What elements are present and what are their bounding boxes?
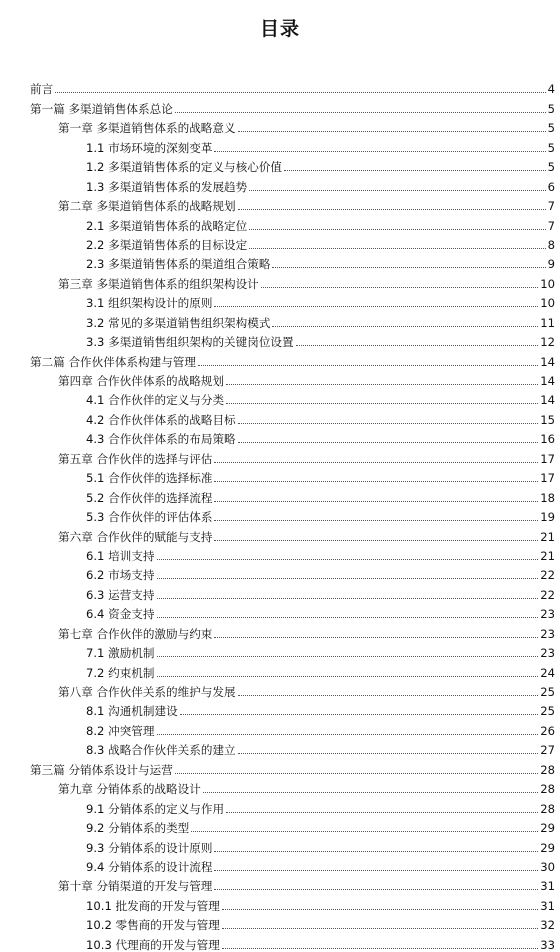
- toc-page-number: 25: [540, 685, 555, 699]
- toc-page-number: 17: [540, 471, 555, 486]
- toc-section-entry[interactable]: [30, 407, 555, 426]
- toc-page-number: 28: [540, 762, 555, 777]
- dot-leader: [214, 150, 545, 152]
- toc-section-entry[interactable]: [30, 893, 555, 912]
- toc-page-number: 5: [547, 121, 555, 136]
- dot-leader: [157, 675, 539, 677]
- toc-page-number: 21: [540, 548, 555, 563]
- toc-entry-label: 4.3 合作伙伴体系的布局策略: [86, 432, 236, 447]
- toc-entry-label: 第五章 合作伙伴的选择与评估: [58, 451, 213, 466]
- dot-leader: [238, 208, 546, 210]
- toc-section-entry[interactable]: [30, 233, 555, 252]
- toc-entry-label: 第十章 分销渠道的开发与管理: [58, 879, 213, 894]
- toc-section-entry[interactable]: [30, 291, 555, 310]
- dot-leader: [249, 228, 545, 230]
- toc-entry-label: 6.3 运营支持: [86, 587, 155, 602]
- dot-leader: [214, 500, 538, 502]
- toc-part-entry[interactable]: [30, 77, 555, 96]
- toc-entry-label: 8.2 冲突管理: [86, 723, 155, 738]
- dot-leader: [214, 850, 538, 852]
- toc-entry-label: 1.1 市场环境的深刻变革: [86, 140, 213, 155]
- dot-leader: [222, 927, 538, 929]
- dot-leader: [214, 636, 538, 638]
- toc-chapter-entry[interactable]: [30, 524, 555, 543]
- toc-entry-label: 第二章 多渠道销售体系的战略规划: [58, 199, 236, 214]
- toc-page-number: 12: [540, 335, 555, 350]
- toc-entry-label: 7.2 约束机制: [86, 665, 155, 680]
- toc-chapter-entry[interactable]: [30, 369, 555, 388]
- toc-entry-label: 第七章 合作伙伴的激励与约束: [58, 626, 213, 641]
- dot-leader: [157, 616, 539, 618]
- toc-entry-label: 10.3 代理商的开发与管理: [86, 937, 220, 952]
- toc-entry-label: 前言: [30, 82, 54, 97]
- toc-section-entry[interactable]: [30, 602, 555, 621]
- toc-page-number: 25: [540, 704, 555, 719]
- toc-section-entry[interactable]: [30, 913, 555, 932]
- dot-leader: [203, 791, 538, 793]
- dot-leader: [214, 461, 538, 463]
- toc-page-number: 29: [540, 840, 555, 855]
- dot-leader: [261, 286, 538, 288]
- dot-leader: [272, 266, 545, 268]
- toc-entry-label: 第八章 合作伙伴关系的维护与发展: [58, 685, 236, 699]
- toc-entry-label: 8.1 沟通机制建设: [86, 704, 178, 719]
- dot-leader: [214, 888, 538, 890]
- toc-section-entry[interactable]: [30, 738, 555, 757]
- toc-entry-label: 3.3 多渠道销售组织架构的关键岗位设置: [86, 335, 294, 350]
- toc-chapter-entry[interactable]: [30, 194, 555, 213]
- toc-chapter-entry[interactable]: [30, 874, 555, 893]
- toc-section-entry[interactable]: [30, 816, 555, 835]
- toc-section-entry[interactable]: [30, 855, 555, 874]
- toc-page-number: 30: [540, 859, 555, 874]
- toc-page-number: 6: [547, 179, 555, 194]
- toc-page-number: 17: [540, 451, 555, 466]
- toc-entry-label: 第四章 合作伙伴体系的战略规划: [58, 374, 224, 388]
- toc-page-number: 22: [540, 568, 555, 583]
- toc-entry-label: 第二篇 合作伙伴体系构建与管理: [30, 354, 196, 369]
- toc-page-number: 15: [540, 412, 555, 427]
- dot-leader: [214, 480, 538, 482]
- toc-page-number: 5: [547, 101, 555, 116]
- toc-section-entry[interactable]: [30, 466, 555, 485]
- dot-leader: [157, 558, 539, 560]
- toc-chapter-entry[interactable]: [30, 116, 555, 135]
- toc-page-number: 33: [540, 937, 555, 952]
- dot-leader: [238, 752, 539, 754]
- toc-page-number: 21: [540, 529, 555, 544]
- toc-page-number: 16: [540, 432, 555, 447]
- toc-section-entry[interactable]: [30, 718, 555, 737]
- toc-entry-label: 第三章 多渠道销售体系的组织架构设计: [58, 276, 259, 291]
- dot-leader: [175, 111, 546, 113]
- toc-section-entry[interactable]: [30, 213, 555, 232]
- dot-leader: [157, 577, 539, 579]
- toc-page-number: 23: [540, 646, 555, 661]
- toc-entry-label: 第六章 合作伙伴的赋能与支持: [58, 529, 213, 544]
- toc-page-number: 24: [540, 665, 555, 680]
- toc-entry-label: 10.2 零售商的开发与管理: [86, 918, 220, 933]
- toc-page-number: 7: [547, 218, 555, 233]
- toc-entry-label: 4.2 合作伙伴体系的战略目标: [86, 412, 236, 427]
- toc-section-entry[interactable]: [30, 699, 555, 718]
- toc-page-number: 5: [547, 160, 555, 175]
- dot-leader: [214, 869, 538, 871]
- toc-entry-label: 第九章 分销体系的战略设计: [58, 782, 201, 797]
- toc-page-number: 32: [540, 918, 555, 933]
- toc-entry-label: 第一章 多渠道销售体系的战略意义: [58, 121, 236, 136]
- toc-entry-label: 9.2 分销体系的类型: [86, 821, 190, 836]
- dot-leader: [249, 247, 545, 249]
- toc-entry-label: 2.1 多渠道销售体系的战略定位: [86, 218, 248, 233]
- toc-page-number: 19: [540, 510, 555, 525]
- dot-leader: [226, 811, 538, 813]
- dot-leader: [214, 539, 538, 541]
- dot-leader: [157, 655, 539, 657]
- toc-entry-label: 1.2 多渠道销售体系的定义与核心价值: [86, 160, 283, 175]
- toc-part-entry[interactable]: [30, 757, 555, 776]
- toc-section-entry[interactable]: [30, 174, 555, 193]
- dot-leader: [226, 383, 538, 385]
- toc-chapter-entry[interactable]: [30, 777, 555, 796]
- dot-leader: [198, 364, 538, 366]
- toc-chapter-entry[interactable]: [30, 446, 555, 465]
- toc-section-entry[interactable]: [30, 135, 555, 154]
- toc-entry-label: 9.1 分销体系的定义与作用: [86, 801, 225, 816]
- toc-entry-label: 7.1 激励机制: [86, 646, 155, 661]
- dot-leader: [55, 91, 545, 93]
- toc-section-entry[interactable]: [30, 310, 555, 329]
- toc-section-entry[interactable]: [30, 485, 555, 504]
- toc-part-entry[interactable]: [30, 96, 555, 115]
- table-of-contents: [30, 77, 555, 952]
- toc-entry-label: 3.2 常见的多渠道销售组织架构模式: [86, 315, 271, 330]
- toc-entry-label: 第三篇 分销体系设计与运营: [30, 762, 173, 777]
- toc-page-number: 27: [540, 743, 555, 758]
- toc-page-number: 10: [540, 296, 555, 311]
- toc-entry-label: 3.1 组织架构设计的原则: [86, 296, 213, 311]
- toc-page-number: 22: [540, 587, 555, 602]
- toc-entry-label: 8.3 战略合作伙伴关系的建立: [86, 743, 236, 758]
- toc-entry-label: 9.4 分销体系的设计流程: [86, 859, 213, 874]
- toc-entry-label: 6.2 市场支持: [86, 568, 155, 583]
- toc-chapter-entry[interactable]: [30, 621, 555, 640]
- toc-page-number: 29: [540, 821, 555, 836]
- toc-page-number: 28: [540, 801, 555, 816]
- toc-entry-label: 5.2 合作伙伴的选择流程: [86, 490, 213, 505]
- toc-chapter-entry[interactable]: [30, 271, 555, 290]
- toc-section-entry[interactable]: [30, 660, 555, 679]
- dot-leader: [272, 325, 538, 327]
- toc-section-entry[interactable]: [30, 427, 555, 446]
- toc-page-number: 7: [547, 199, 555, 214]
- toc-section-entry[interactable]: [30, 505, 555, 524]
- toc-page-number: 14: [540, 374, 555, 388]
- toc-section-entry[interactable]: [30, 252, 555, 271]
- dot-leader: [222, 947, 538, 949]
- toc-part-entry[interactable]: [30, 349, 555, 368]
- toc-entry-label: 6.4 资金支持: [86, 607, 155, 622]
- toc-page-number: 8: [547, 237, 555, 252]
- toc-page-number: 26: [540, 723, 555, 738]
- toc-entry-label: 6.1 培训支持: [86, 548, 155, 563]
- toc-page-number: 31: [540, 898, 555, 913]
- toc-page-number: 23: [540, 626, 555, 641]
- toc-section-entry[interactable]: [30, 155, 555, 174]
- toc-section-entry[interactable]: [30, 835, 555, 854]
- dot-leader: [226, 402, 538, 404]
- dot-leader: [214, 519, 538, 521]
- toc-page-number: 28: [540, 782, 555, 797]
- toc-entry-label: 1.3 多渠道销售体系的发展趋势: [86, 179, 248, 194]
- toc-entry-label: 2.3 多渠道销售体系的渠道组合策略: [86, 257, 271, 272]
- dot-leader: [238, 422, 539, 424]
- toc-section-entry[interactable]: [30, 563, 555, 582]
- toc-entry-label: 10.1 批发商的开发与管理: [86, 898, 220, 913]
- toc-section-entry[interactable]: [30, 388, 555, 407]
- dot-leader: [222, 908, 538, 910]
- dot-leader: [249, 189, 545, 191]
- toc-page-number: 4: [547, 82, 555, 97]
- toc-entry-label: 2.2 多渠道销售体系的目标设定: [86, 237, 248, 252]
- dot-leader: [214, 305, 538, 307]
- toc-entry-label: 4.1 合作伙伴的定义与分类: [86, 393, 225, 408]
- toc-page-number: 14: [540, 354, 555, 369]
- toc-section-entry[interactable]: [30, 932, 555, 951]
- dot-leader: [238, 441, 539, 443]
- toc-section-entry[interactable]: [30, 544, 555, 563]
- toc-title: 目录: [259, 18, 300, 40]
- dot-leader: [191, 830, 538, 832]
- toc-page-number: 11: [540, 315, 555, 330]
- toc-page-number: 10: [540, 276, 555, 291]
- toc-page-number: 18: [540, 490, 555, 505]
- dot-leader: [175, 772, 538, 774]
- dot-leader: [238, 694, 539, 696]
- dot-leader: [180, 713, 539, 715]
- toc-entry-label: 5.3 合作伙伴的评估体系: [86, 510, 213, 525]
- dot-leader: [284, 169, 546, 171]
- dot-leader: [296, 344, 539, 346]
- toc-section-entry[interactable]: [30, 796, 555, 815]
- toc-section-entry[interactable]: [30, 582, 555, 601]
- toc-page-number: 23: [540, 607, 555, 622]
- toc-chapter-entry[interactable]: [30, 680, 555, 699]
- toc-entry-label: 5.1 合作伙伴的选择标准: [86, 471, 213, 486]
- toc-entry-label: 第一篇 多渠道销售体系总论: [30, 101, 173, 116]
- toc-page-number: 14: [540, 393, 555, 408]
- dot-leader: [157, 733, 539, 735]
- toc-entry-label: 9.3 分销体系的设计原则: [86, 840, 213, 855]
- toc-section-entry[interactable]: [30, 641, 555, 660]
- toc-page-number: 5: [547, 140, 555, 155]
- toc-section-entry[interactable]: [30, 330, 555, 349]
- dot-leader: [157, 597, 539, 599]
- toc-page-number: 31: [540, 879, 555, 894]
- dot-leader: [238, 130, 546, 132]
- toc-page-number: 9: [547, 257, 555, 272]
